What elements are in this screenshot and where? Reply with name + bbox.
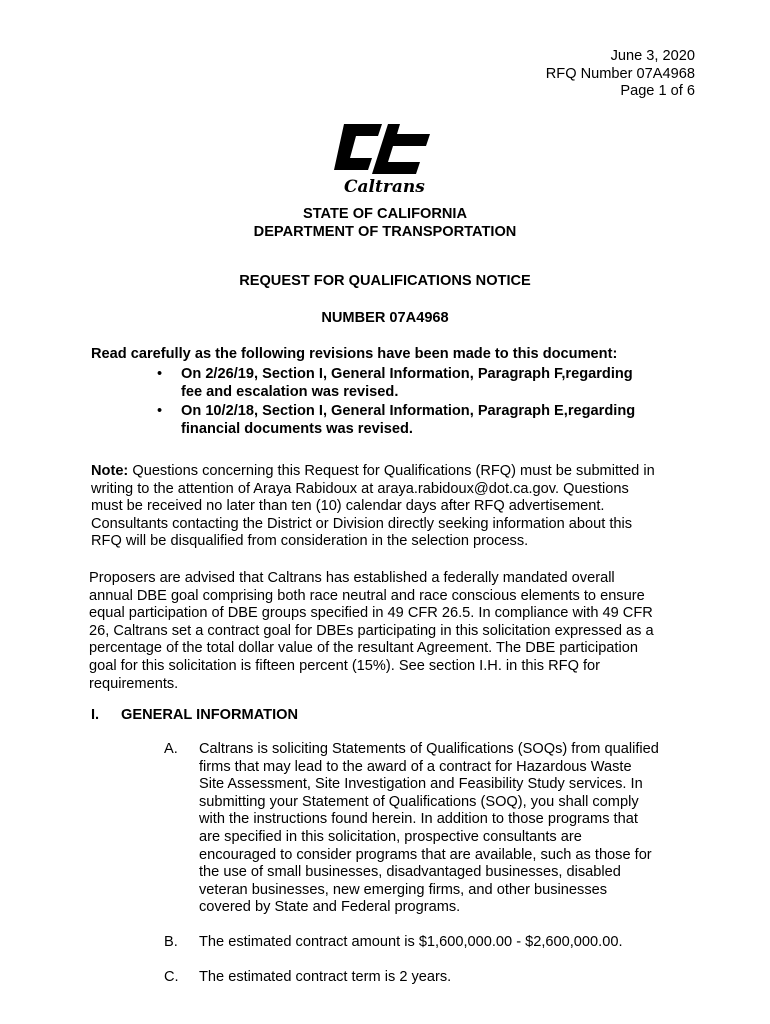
section-numeral: I.: [91, 707, 100, 723]
item-letter: A.: [164, 741, 178, 757]
item-letter: B.: [164, 934, 178, 950]
agency-department: DEPARTMENT OF TRANSPORTATION: [253, 223, 517, 240]
agency-state: STATE OF CALIFORNIA: [302, 206, 468, 222]
bullet-icon: •: [157, 403, 163, 419]
document-header: [546, 48, 695, 101]
item-text: The estimated contract term is 2 years.: [199, 969, 452, 985]
revisions-intro: Read carefully as the following revisions have been made to this document:: [91, 346, 618, 362]
dbe-paragraph: Proposers are advised that Caltrans has established a federally mandated overall annual DBE goal comprising both race neutral and race conscious elements to ensure equal participation of DBE groups specified in 49 CFR 26.5. In compliance with 49 CFR 26, Caltrans set a contract goal for DBEs participating in this solicitation expressed as a percentage of the total dollar value of the resultant Agreement. The DBE participation goal for this solicitation is fifteen percent (15%). See section I.H. in this RFQ for requirements.: [89, 570, 654, 692]
note-paragraph: Note: Questions concerning this Request for Qualifications (RFQ) must be submitted in writing to the attention of Araya Rabidoux at araya.rabidoux@dot.ca.gov. Questions must be received no later than ten (10) calendar days after RFQ advertisement. Consultants contacting the District or Division directly seeking information about this RFQ will be disqualified from consideration in the selection process.: [91, 463, 655, 550]
bullet-icon: •: [157, 366, 163, 382]
note-label: Note:: [91, 463, 129, 479]
item-text: Caltrans is soliciting Statements of Qualifications (SOQs) from qualified firms that may lead to the award of a contract for Hazardous Waste Site Assessment, Site Investigation and Feasibility Study services. In submitting your Statement of Qualifications (SOQ), you shall comply with the instructions found herein. In addition to those programs that are specified in this solicitation, prospective consultants are encouraged to consider programs that are available, such as those for the use of small businesses, disadvantaged businesses, disabled veteran businesses, new emerging firms, and other businesses covered by State and Federal programs.: [199, 741, 659, 916]
item-letter: C.: [164, 969, 179, 985]
agency-block: [0, 206, 770, 241]
section-heading: GENERAL INFORMATION: [121, 707, 299, 723]
caltrans-logo: [330, 118, 434, 198]
caltrans-wordmark: Caltrans: [344, 177, 425, 197]
revision-item: On 2/26/19, Section I, General Information, Paragraph F,regarding fee and escalation was revised.: [181, 366, 633, 400]
page-number: Page 1 of 6: [620, 83, 695, 100]
notice-number: NUMBER 07A4968: [321, 310, 449, 326]
revision-item: On 10/2/18, Section I, General Information, Paragraph E,regarding financial documents was revised.: [181, 403, 636, 437]
notice-title: REQUEST FOR QUALIFICATIONS NOTICE: [239, 273, 531, 289]
item-text: The estimated contract amount is $1,600,000.00 - $2,600,000.00.: [199, 934, 623, 950]
caltrans-logo-mark-icon: [330, 118, 434, 198]
document-date: June 3, 2020: [610, 48, 695, 64]
rfq-number: RFQ Number 07A4968: [545, 65, 695, 82]
